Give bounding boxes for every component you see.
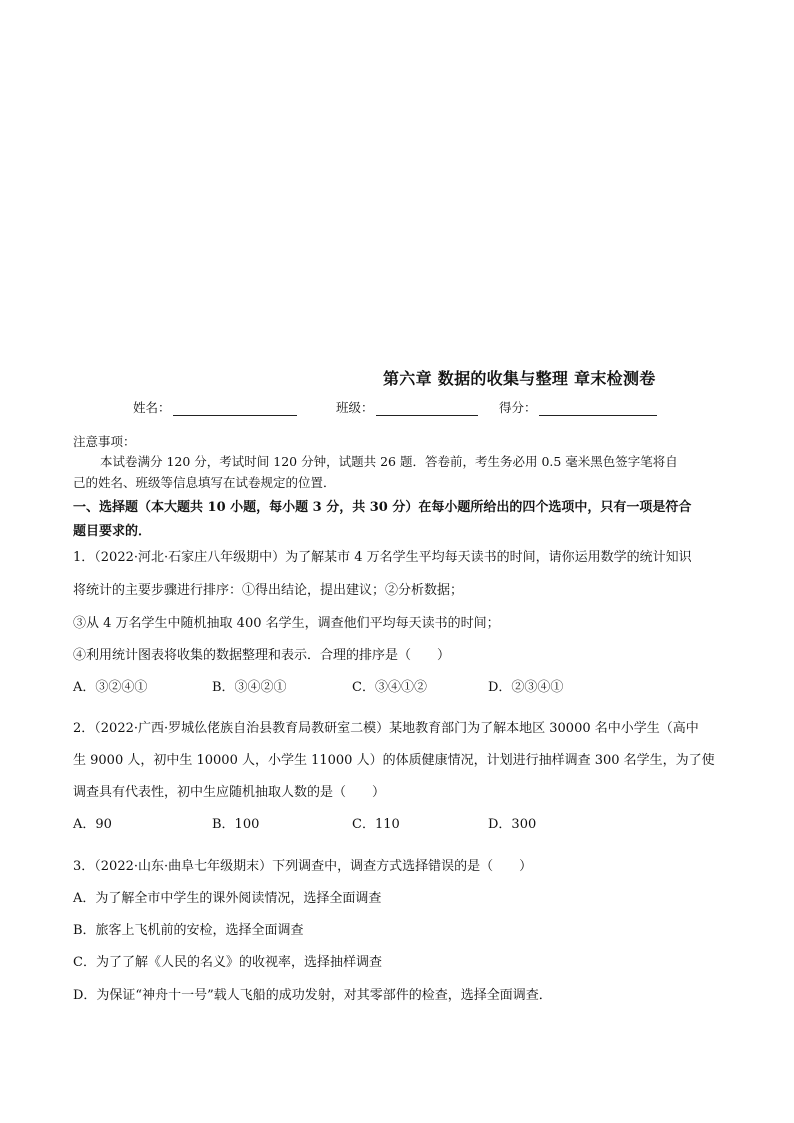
- question-3-option-c[interactable]: C．为了了解《人民的名义》的收视率，选择抽样调查: [73, 955, 382, 970]
- class-blank[interactable]: [376, 401, 478, 416]
- question-3-option-a[interactable]: A．为了解全市中学生的课外阅读情况，选择全面调查: [73, 891, 382, 906]
- notice-heading: 注意事项：: [73, 434, 136, 449]
- name-field: [133, 398, 297, 416]
- class-field: [336, 398, 478, 416]
- score-field: [499, 398, 657, 416]
- score-blank[interactable]: [539, 401, 657, 416]
- question-2-option-a[interactable]: A．90: [73, 817, 112, 832]
- question-1-option-c[interactable]: C．③④①②: [352, 680, 427, 695]
- question-1-line-1: 1．（2022·河北·石家庄八年级期中）为了解某市 4 万名学生平均每天读书的时间，请你运用数学的统计知识: [73, 550, 692, 565]
- question-1-option-b[interactable]: B．③④②①: [212, 680, 287, 695]
- section-heading-line-2: 题目要求的．: [73, 524, 152, 539]
- exam-title: 第六章 数据的收集与整理 章末检测卷: [383, 369, 656, 388]
- notice-line-1: 本试卷满分 120 分，考试时间 120 分钟，试题共 26 题．答卷前，考生务必用 0.5 毫米黑色签字笔将自: [100, 454, 678, 469]
- class-label: 班级：: [336, 400, 374, 415]
- question-2-line-3: 调查具有代表性，初中生应随机抽取人数的是（ ）: [73, 785, 386, 800]
- question-1-option-a[interactable]: A．③②④①: [73, 680, 148, 695]
- question-2-option-d[interactable]: D．300: [488, 817, 537, 832]
- score-label: 得分：: [499, 400, 537, 415]
- question-1-line-3: ③从 4 万名学生中随机抽取 400 名学生，调查他们平均每天读书的时间；: [73, 616, 500, 631]
- notice-line-2: 己的姓名、班级等信息填写在试卷规定的位置．: [73, 475, 336, 490]
- question-2-line-2: 生 9000 人，初中生 10000 人，小学生 11000 人）的体质健康情况，计划进行抽样调查 300 名学生，为了使: [73, 753, 715, 768]
- question-3-line-1: 3．（2022·山东·曲阜七年级期末）下列调查中，调查方式选择错误的是（ ）: [73, 859, 533, 874]
- question-2-line-1: 2．（2022·广西·罗城仫佬族自治县教育局教研室二模）某地教育部门为了解本地区 30000 名中小学生（高中: [73, 721, 699, 736]
- section-heading-line-1: 一、选择题（本大题共 10 小题，每小题 3 分，共 30 分）在每小题所给出的四个选项中，只有一项是符合: [73, 500, 692, 515]
- question-3-option-d[interactable]: D．为保证“神舟十一号”载人飞船的成功发射，对其零部件的检查，选择全面调查．: [73, 988, 552, 1003]
- question-2-option-b[interactable]: B．100: [212, 817, 260, 832]
- question-1-line-2: 将统计的主要步骤进行排序：①得出结论，提出建议；②分析数据；: [73, 583, 464, 598]
- student-info-row: [0, 398, 794, 418]
- question-3-option-b[interactable]: B．旅客上飞机前的安检，选择全面调查: [73, 923, 304, 938]
- name-blank[interactable]: [173, 401, 297, 416]
- question-1-option-d[interactable]: D．②③④①: [488, 680, 564, 695]
- question-1-line-4: ④利用统计图表将收集的数据整理和表示．合理的排序是（ ）: [73, 648, 451, 663]
- name-label: 姓名：: [133, 400, 171, 415]
- question-2-option-c[interactable]: C．110: [352, 817, 400, 832]
